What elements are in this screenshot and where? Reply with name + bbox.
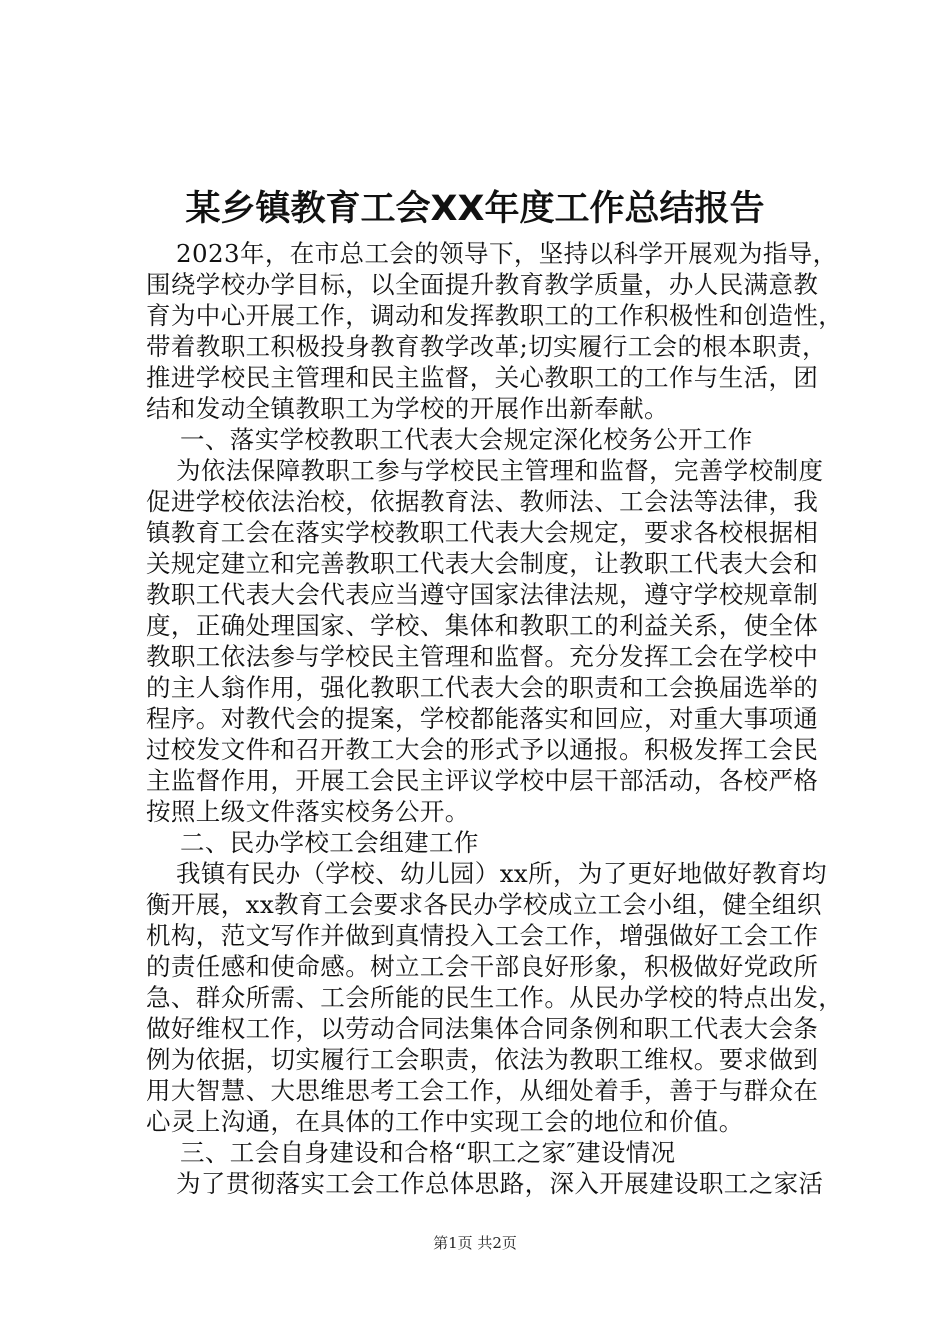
body-text-line: 围绕学校办学目标，以全面提升教育教学质量，办人民满意教 [146, 270, 819, 299]
body-text-line: 主监督作用，开展工会民主评议学校中层干部活动，各校严格 [146, 766, 819, 795]
body-text-line: 我镇有民办（学校、幼儿园）xx所，为了更好地做好教育均 [176, 859, 827, 888]
body-text-line: 的责任感和使命感。树立工会干部良好形象，积极做好党政所 [146, 952, 819, 981]
body-text-line: 2023年，在市总工会的领导下，坚持以科学开展观为指导， [176, 239, 838, 268]
section-heading: 一、落实学校教职工代表大会规定深化校务公开工作 [180, 425, 753, 454]
body-text-line: 育为中心开展工作，调动和发挥教职工的工作积极性和创造性， [146, 301, 844, 330]
document-body [146, 238, 846, 1199]
body-text-line: 心灵上沟通，在具体的工作中实现工会的地位和价值。 [146, 1107, 744, 1136]
body-text-line: 机构，范文写作并做到真情投入工会工作，增强做好工会工作 [146, 921, 819, 950]
section-heading: 二、民办学校工会组建工作 [180, 828, 479, 857]
body-text-line: 为依法保障教职工参与学校民主管理和监督，完善学校制度 [176, 456, 824, 485]
body-text-line: 教职工依法参与学校民主管理和监督。充分发挥工会在学校中 [146, 642, 819, 671]
body-text-line: 的主人翁作用，强化教职工代表大会的职责和工会换届选举的 [146, 673, 819, 702]
page-footer: 第1页 共2页 [433, 1234, 517, 1252]
body-text-line: 为了贯彻落实工会工作总体思路，深入开展建设职工之家活 [176, 1169, 824, 1198]
body-text-line: 度，正确处理国家、学校、集体和教职工的利益关系，使全体 [146, 611, 819, 640]
body-text-line: 推进学校民主管理和民主监督，关心教职工的工作与生活，团 [146, 363, 819, 392]
body-text-line: 按照上级文件落实校务公开。 [146, 797, 470, 826]
document-title: 某乡镇教育工会XX年度工作总结报告 [185, 189, 765, 229]
body-text-line: 关规定建立和完善教职工代表大会制度，让教职工代表大会和 [146, 549, 819, 578]
body-text-line: 急、群众所需、工会所能的民生工作。从民办学校的特点出发， [146, 983, 844, 1012]
body-text-line: 带着教职工积极投身教育教学改革;切实履行工会的根本职责， [146, 332, 827, 361]
body-text-line: 教职工代表大会代表应当遵守国家法律法规，遵守学校规章制 [146, 580, 819, 609]
body-text-line: 过校发文件和召开教工大会的形式予以通报。积极发挥工会民 [146, 735, 819, 764]
body-text-line: 衡开展，xx教育工会要求各民办学校成立工会小组，健全组织 [146, 890, 822, 919]
body-text-line: 程序。对教代会的提案，学校都能落实和回应，对重大事项通 [146, 704, 819, 733]
body-text-line: 促进学校依法治校，依据教育法、教师法、工会法等法律，我 [146, 487, 819, 516]
body-text-line: 例为依据，切实履行工会职责，依法为教职工维权。要求做到 [146, 1045, 819, 1074]
section-heading: 三、工会自身建设和合格“职工之家″建设情况 [180, 1138, 676, 1167]
body-text-line: 结和发动全镇教职工为学校的开展作出新奉献。 [146, 394, 669, 423]
body-text-line: 镇教育工会在落实学校教职工代表大会规定，要求各校根据相 [146, 518, 819, 547]
body-text-line: 做好维权工作，以劳动合同法集体合同条例和职工代表大会条 [146, 1014, 819, 1043]
body-text-line: 用大智慧、大思维思考工会工作，从细处着手，善于与群众在 [146, 1076, 819, 1105]
